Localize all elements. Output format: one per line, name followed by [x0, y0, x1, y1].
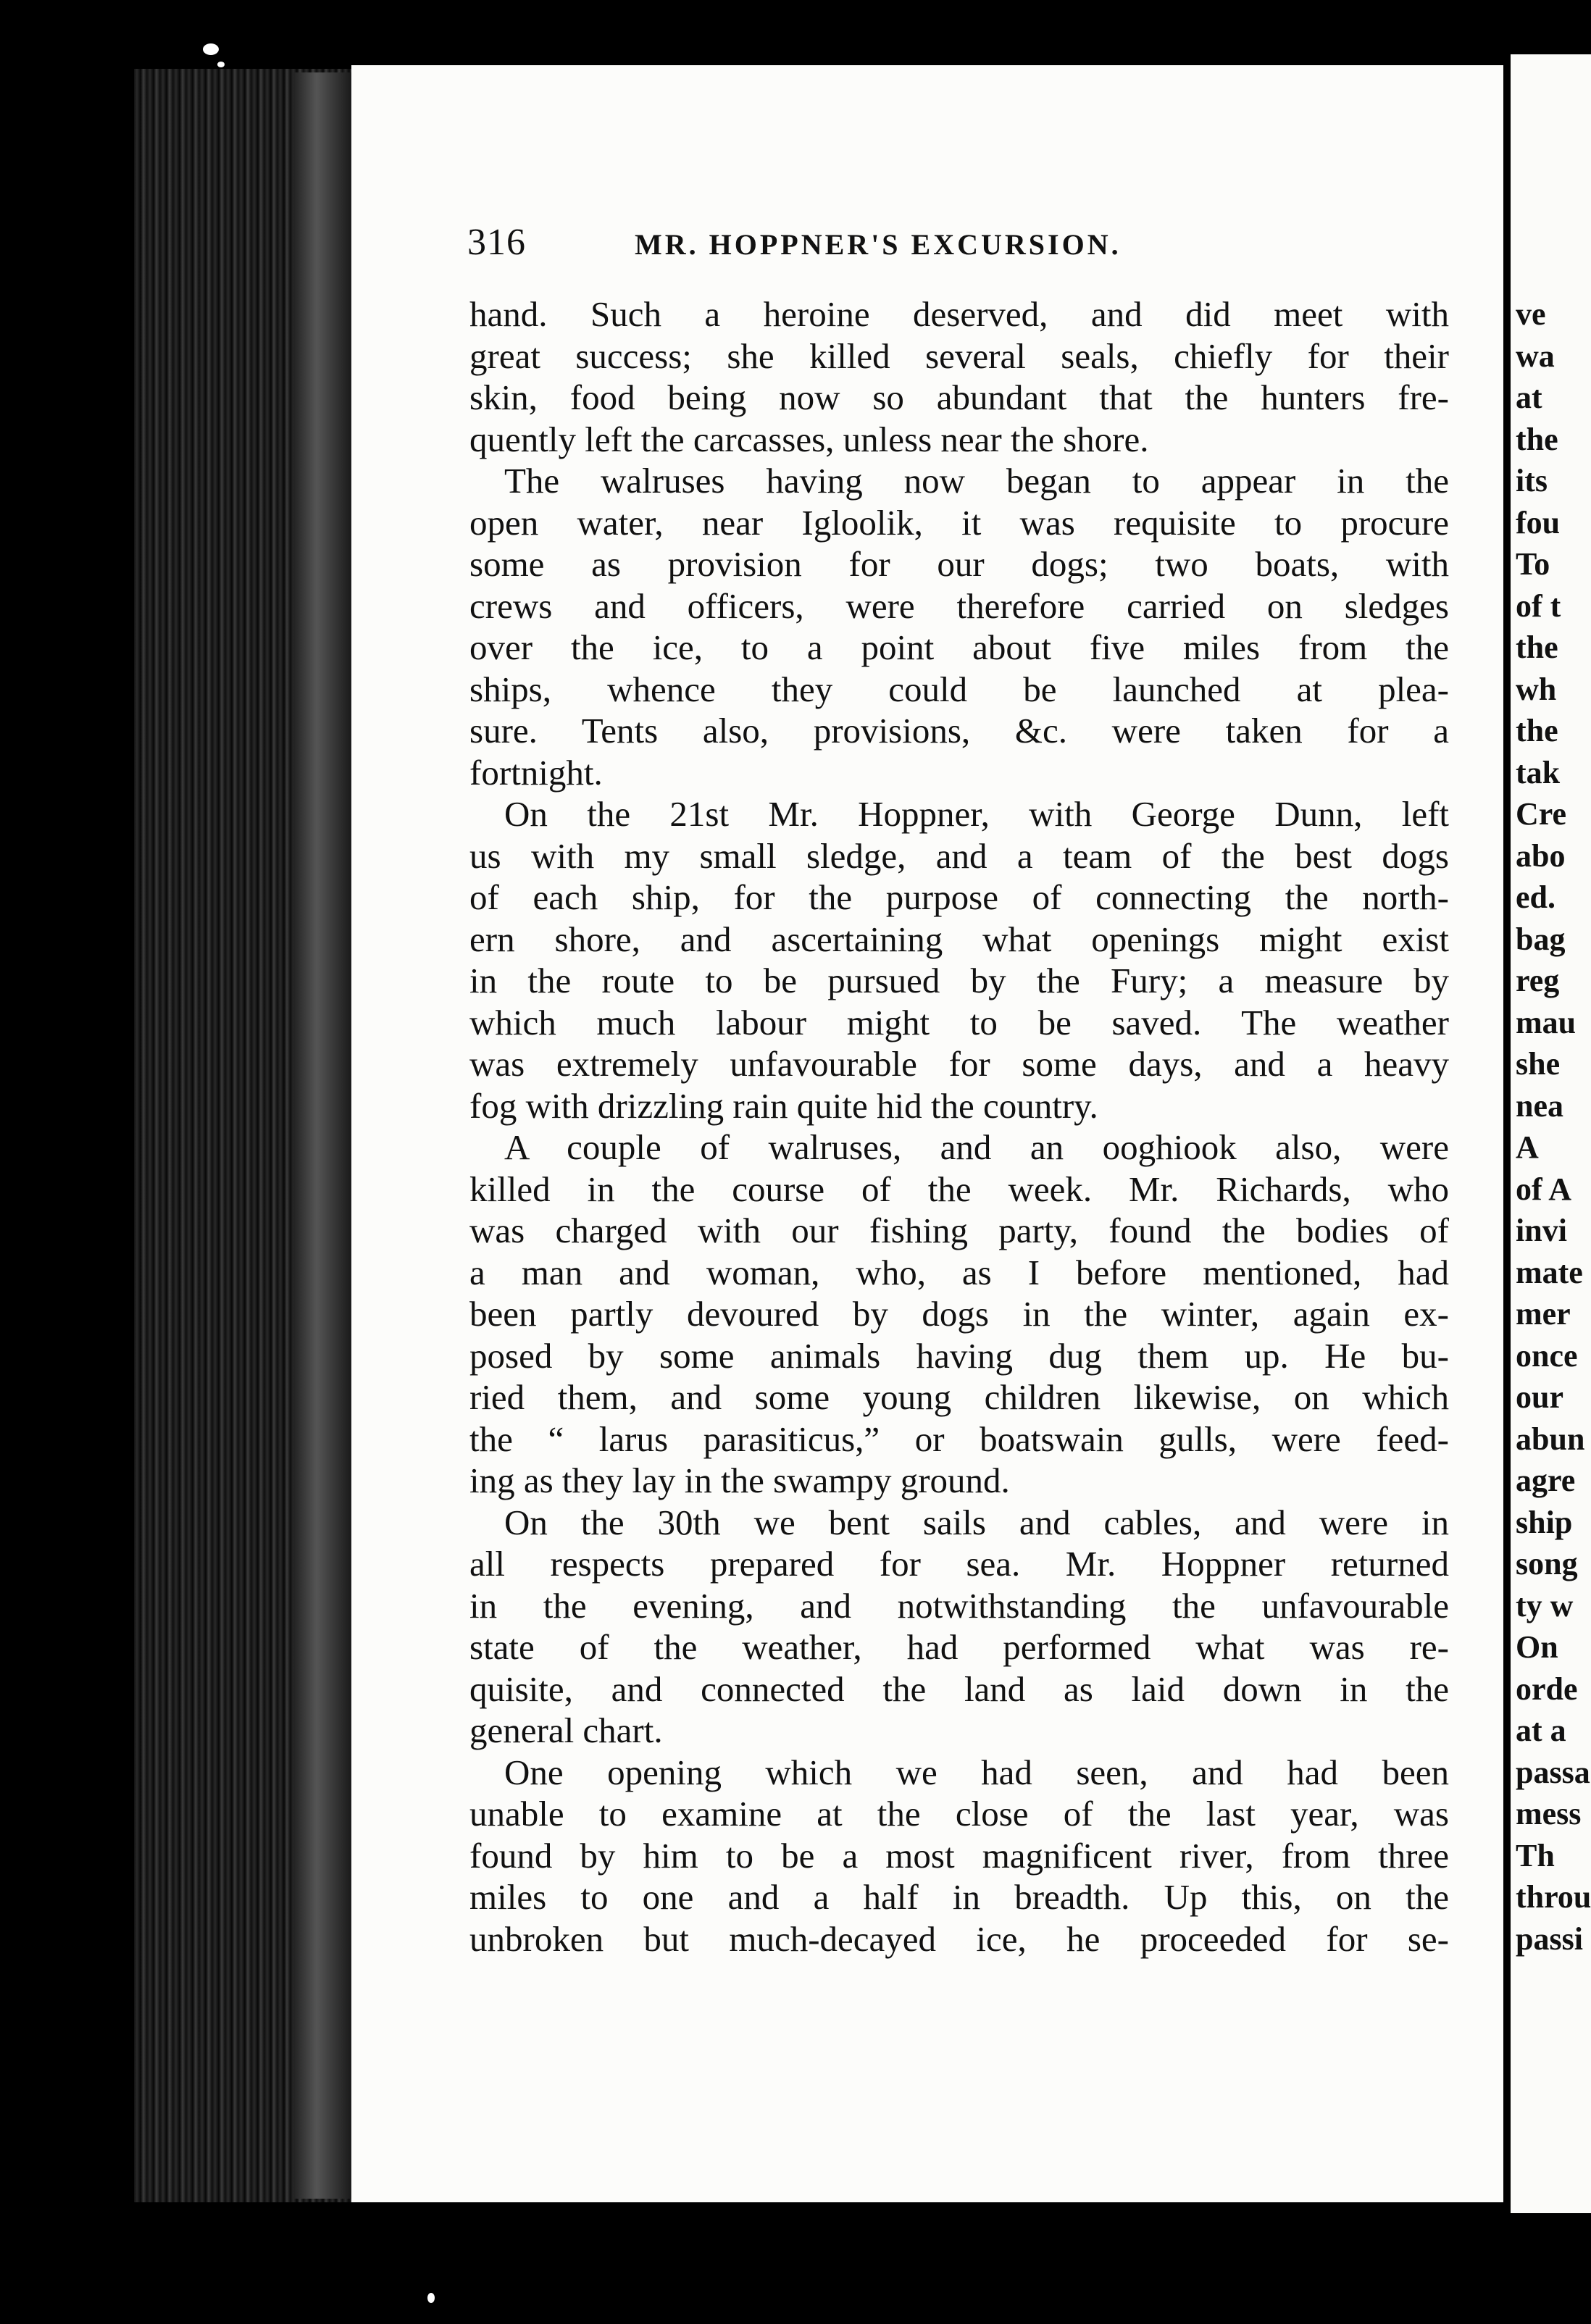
text-line: A couple of walruses, and an ooghiook also, were — [504, 1127, 1449, 1167]
right-page-fragment: abo — [1516, 837, 1566, 874]
right-page-fragment: song — [1516, 1546, 1578, 1581]
text-line: quisite, and connected the land as laid down in the — [469, 1668, 1449, 1709]
scan-speck — [427, 2293, 435, 2303]
right-page-fragment: orde — [1516, 1671, 1578, 1707]
text-line: unbroken but much-decayed ice, he proceeded for se- — [469, 1918, 1449, 1959]
right-page-fragment: A — [1516, 1129, 1539, 1165]
text-line: fortnight. — [469, 752, 603, 793]
text-line: skin, food being now so abundant that the hunters fre- — [469, 377, 1449, 417]
right-page-fragment: mate — [1516, 1254, 1583, 1290]
text-line: been partly devoured by dogs in the winter, again ex- — [469, 1294, 1449, 1334]
text-line: unable to examine at the close of the last year, was — [469, 1794, 1449, 1834]
scan-speck — [217, 62, 225, 67]
text-line: The walruses having now began to appear in the — [504, 461, 1449, 501]
text-line: miles to one and a half in breadth. Up this, on the — [469, 1877, 1449, 1917]
right-page-fragment: of t — [1516, 588, 1561, 624]
right-page-fragment: ve — [1516, 296, 1546, 332]
text-line: ships, whence they could be launched at plea- — [469, 669, 1449, 709]
right-page-fragment: ty w — [1516, 1587, 1574, 1623]
right-page-fragment: at — [1516, 380, 1542, 415]
scan-speck — [203, 43, 219, 55]
running-head: MR. HOPPNER'S EXCURSION. — [635, 228, 1122, 261]
text-line: posed by some animals having dug them up. He bu- — [469, 1335, 1449, 1376]
text-line: over the ice, to a point about five miles from the — [469, 627, 1449, 667]
text-line: great success; she killed several seals, chiefly for their — [469, 335, 1449, 376]
text-line: which much labour might to be saved. The weather — [469, 1002, 1449, 1042]
right-page-fragment: To — [1516, 546, 1550, 582]
text-line: crews and officers, were therefore carried on sledges — [469, 585, 1449, 626]
text-line: in the route to be pursued by the Fury; a measure by — [469, 961, 1449, 1000]
right-page-text — [1513, 293, 1591, 1960]
right-page-fragment: nea — [1516, 1087, 1563, 1124]
text-line: of each ship, for the purpose of connecting the north- — [469, 877, 1449, 917]
text-line: On the 30th we bent sails and cables, and were in — [504, 1502, 1449, 1542]
right-page-fragment: bag — [1516, 921, 1566, 957]
text-line: ern shore, and ascertaining what openings might exist — [469, 919, 1449, 959]
text-line: On the 21st Mr. Hoppner, with George Dunn, left — [504, 794, 1449, 834]
text-line: state of the weather, had performed what was re- — [469, 1627, 1449, 1667]
text-line: One opening which we had seen, and had been — [504, 1752, 1449, 1792]
right-page-fragment: of A — [1516, 1171, 1571, 1207]
right-page-fragment: tak — [1516, 754, 1561, 790]
right-page-fragment: fou — [1516, 504, 1561, 540]
page-number: 316 — [467, 222, 526, 263]
text-line: fog with drizzling rain quite hid the country. — [469, 1085, 1098, 1126]
body-text — [469, 293, 1449, 1960]
text-line: in the evening, and notwithstanding the unfavourable — [469, 1585, 1449, 1626]
page-edges — [293, 72, 351, 2199]
text-line: some as provision for our dogs; two boats, with — [469, 544, 1449, 584]
right-page-fragment: ship — [1516, 1504, 1573, 1540]
right-page-fragment: passi — [1516, 1920, 1583, 1957]
text-line: found by him to be a most magnificent river, from three — [469, 1835, 1449, 1876]
text-line: all respects prepared for sea. Mr. Hoppner returned — [469, 1544, 1449, 1584]
right-page-fragment: its — [1516, 463, 1548, 498]
right-page-fragment: invi — [1516, 1213, 1567, 1248]
right-page-fragment: mer — [1516, 1296, 1571, 1332]
right-page-fragment: mess — [1516, 1796, 1582, 1831]
right-page-fragment: wa — [1516, 338, 1555, 374]
page-header — [467, 221, 1431, 264]
text-line: was extremely unfavourable for some days, and a heavy — [469, 1044, 1449, 1084]
right-page-fragment: agre — [1516, 1463, 1576, 1498]
right-page-fragment: the — [1516, 421, 1558, 457]
text-line: killed in the course of the week. Mr. Richards, who — [469, 1169, 1449, 1209]
text-line: a man and woman, who, as I before mentioned, had — [469, 1252, 1449, 1292]
right-page-fragment: wh — [1516, 671, 1557, 707]
right-page-fragment: ed. — [1516, 879, 1555, 915]
right-page-fragment: On — [1516, 1629, 1558, 1665]
right-page-fragment: passa — [1516, 1754, 1590, 1790]
right-page-fragment: the — [1516, 630, 1558, 665]
right-page-fragment: at a — [1516, 1713, 1566, 1748]
right-page-fragment: mau — [1516, 1004, 1577, 1040]
right-page-fragment: once — [1516, 1337, 1578, 1374]
text-line: quently left the carcasses, unless near the shore. — [469, 419, 1149, 459]
right-page-fragment: abun — [1516, 1421, 1585, 1457]
text-line: ing as they lay in the swampy ground. — [469, 1460, 1010, 1500]
text-line: sure. Tents also, provisions, &c. were taken for a — [469, 711, 1449, 751]
right-page-fragment: reg — [1516, 963, 1560, 998]
text-line: us with my small sledge, and a team of the best dogs — [469, 835, 1449, 876]
right-page-fragment: the — [1516, 713, 1558, 748]
text-line: ried them, and some young children likewise, on which — [469, 1377, 1449, 1417]
text-line: was charged with our fishing party, found the bodies of — [469, 1211, 1449, 1250]
text-line: open water, near Igloolik, it was requisite to procure — [469, 502, 1449, 543]
right-page-fragment: she — [1516, 1046, 1561, 1082]
right-page-fragment: throu — [1516, 1879, 1591, 1915]
right-page-fragment: Th — [1516, 1837, 1555, 1873]
right-page-fragment: Cre — [1516, 796, 1567, 832]
right-page-fragment: our — [1516, 1379, 1563, 1415]
text-line: hand. Such a heroine deserved, and did meet with — [469, 294, 1449, 334]
text-line: the “ larus parasiticus,” or boatswain gulls, were feed- — [469, 1418, 1449, 1459]
text-line: general chart. — [469, 1710, 663, 1750]
